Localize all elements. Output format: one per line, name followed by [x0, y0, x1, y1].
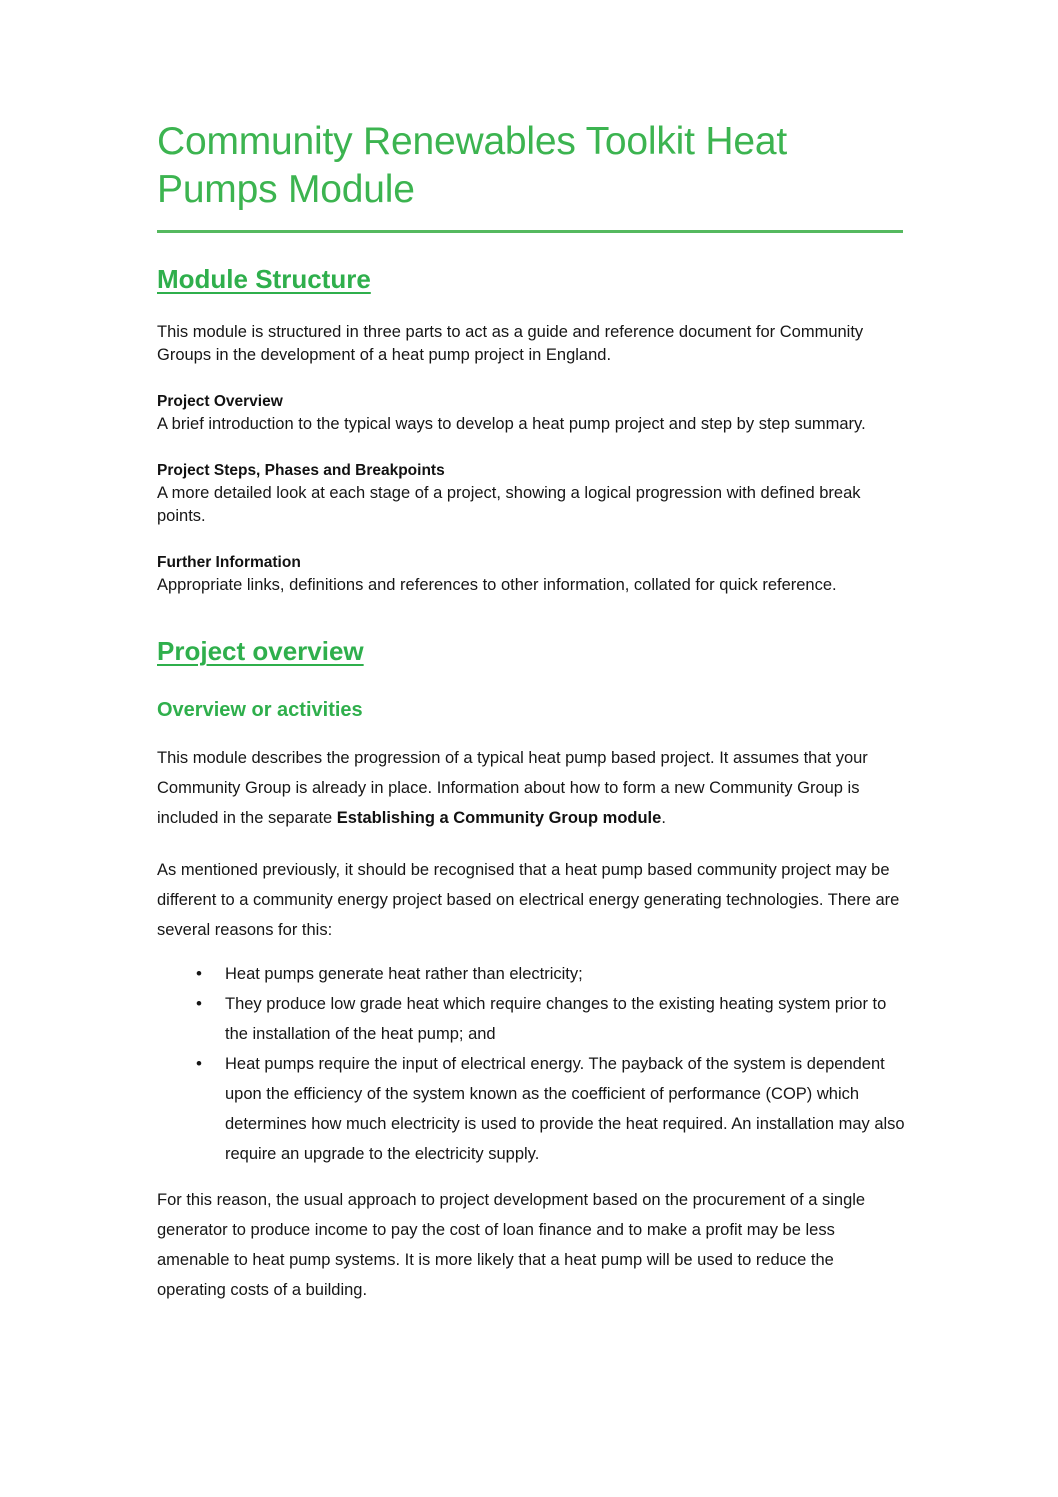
overview-paragraph-2: As mentioned previously, it should be recognised that a heat pump based community project may be different to a community energy project based on electrical energy generating technologies. There are several reasons for this:: [157, 861, 900, 939]
spacer: [157, 833, 905, 855]
subsection-body-project-steps: A more detailed look at each stage of a project, showing a logical progression with defined break points.: [157, 484, 861, 525]
overview-paragraph-3: For this reason, the usual approach to project development based on the procurement of a single generator to produce income to pay the cost of loan finance and to make a profit may be less amenable to heat pump systems. It is more likely that a heat pump will be used to reduce the operating costs of a building.: [157, 1191, 866, 1299]
page-title: Community Renewables Toolkit Heat Pumps Module: [157, 120, 787, 211]
spacer: [157, 597, 905, 635]
list-item-text: Heat pumps require the input of electrical energy. The payback of the system is dependent upon the efficiency of the system known as the coefficient of performance (COP) which determines how much electricity is used to provide the heat required. An installation may also require an upgrade to the electricity supply.: [225, 1055, 905, 1163]
subsection-heading-project-overview: Project Overview: [157, 393, 283, 410]
list-item: [157, 1049, 905, 1169]
bullet-icon: •: [196, 994, 202, 1013]
spacer: [157, 945, 905, 959]
spacer: [157, 723, 905, 743]
section-heading-project-overview: Project overview: [157, 636, 364, 666]
spacer: [157, 295, 905, 321]
subsection-heading-overview-or-activities: Overview or activities: [157, 699, 363, 721]
spacer: [157, 367, 905, 390]
spacer: [157, 436, 905, 459]
bullet-icon: •: [196, 1054, 202, 1073]
bullet-icon: •: [196, 964, 202, 983]
reasons-bullet-list: [157, 959, 905, 1169]
subsection-body-further-information: Appropriate links, definitions and references to other information, collated for quick reference.: [157, 576, 837, 594]
overview-paragraph-1-tail: .: [661, 809, 666, 827]
overview-paragraph-1-emphasis: Establishing a Community Group module: [336, 809, 662, 827]
subsection-heading-project-steps: Project Steps, Phases and Breakpoints: [157, 462, 445, 479]
document-content: [157, 0, 905, 1305]
module-structure-intro: This module is structured in three parts to act as a guide and reference document for Community Groups in the development of a heat pump project in England.: [157, 323, 864, 364]
spacer: [157, 233, 905, 263]
spacer: [157, 1169, 905, 1185]
spacer: [157, 667, 905, 697]
spacer: [157, 528, 905, 551]
list-item-text: Heat pumps generate heat rather than electricity;: [225, 965, 583, 983]
overview-paragraph-1: [157, 743, 905, 833]
subsection-body-project-overview: A brief introduction to the typical ways to develop a heat pump project and step by step summary.: [157, 415, 866, 433]
list-item-text: They produce low grade heat which require changes to the existing heating system prior to the installation of the heat pump; and: [225, 995, 887, 1043]
list-item: [157, 989, 905, 1049]
list-item: [157, 959, 905, 989]
section-heading-module-structure: Module Structure: [157, 264, 371, 294]
overview-paragraph-1-lead: This module describes the progression of a typical heat pump based project. It assumes that your Community Group is already in place. Information about how to form a new Community Group is included in the separate: [157, 749, 868, 827]
subsection-heading-further-information: Further Information: [157, 554, 301, 571]
